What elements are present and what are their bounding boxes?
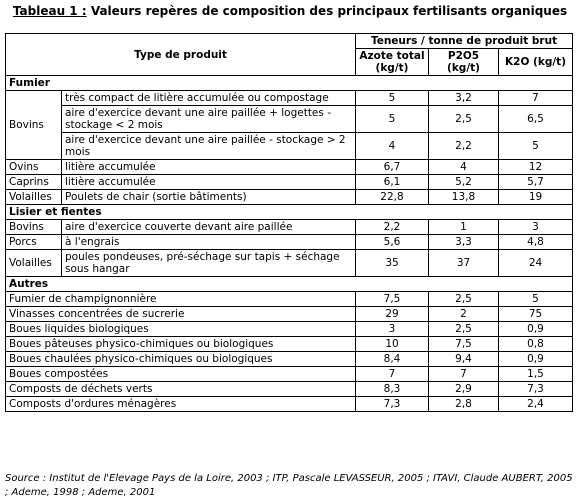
category-cell: Bovins — [6, 220, 62, 235]
k2o-cell: 4,8 — [499, 235, 573, 250]
table-title-label: Tableau 1 : — [12, 4, 87, 18]
product-cell: Poulets de chair (sortie bâtiments) — [62, 190, 356, 205]
table-row — [6, 292, 573, 307]
k2o-cell: 1,5 — [499, 367, 573, 382]
section-row-fumier — [6, 76, 573, 91]
k2o-cell: 19 — [499, 190, 573, 205]
header-azote-unit: (kg/t) — [375, 62, 409, 74]
p2o5-cell: 2,2 — [429, 133, 499, 160]
table-row — [6, 235, 573, 250]
category-cell: Bovins — [6, 91, 62, 160]
p2o5-cell: 2,5 — [429, 106, 499, 133]
p2o5-cell: 4 — [429, 160, 499, 175]
k2o-cell: 5,7 — [499, 175, 573, 190]
header-p2o5 — [429, 49, 499, 76]
product-cell: aire d'exercice devant une aire paillée + logettes - stockage < 2 mois — [62, 106, 356, 133]
header-row-1 — [6, 34, 573, 49]
azote-cell: 6,1 — [356, 175, 429, 190]
p2o5-cell: 7 — [429, 367, 499, 382]
k2o-cell: 6,5 — [499, 106, 573, 133]
p2o5-cell: 13,8 — [429, 190, 499, 205]
table-row — [6, 250, 573, 277]
table-row — [6, 352, 573, 367]
product-cell: Composts de déchets verts — [6, 382, 356, 397]
category-cell: Volailles — [6, 250, 62, 277]
azote-cell: 22,8 — [356, 190, 429, 205]
p2o5-cell: 2 — [429, 307, 499, 322]
table-row — [6, 190, 573, 205]
table-row — [6, 307, 573, 322]
section-name: Fumier — [6, 76, 573, 91]
product-cell: Boues compostées — [6, 367, 356, 382]
fertilizer-table — [5, 33, 573, 412]
p2o5-cell: 5,2 — [429, 175, 499, 190]
azote-cell: 7 — [356, 367, 429, 382]
table-row — [6, 322, 573, 337]
header-p2o5-unit: (kg/t) — [447, 62, 480, 74]
product-cell: Composts d'ordures ménagères — [6, 397, 356, 412]
category-cell: Ovins — [6, 160, 62, 175]
section-name: Lisier et fientes — [6, 205, 573, 220]
azote-cell: 4 — [356, 133, 429, 160]
section-row-lisier — [6, 205, 573, 220]
source-note: Source : Institut de l'Elevage Pays de la Loire, 2003 ; ITP, Pascale LEVASSEUR, 2005 ; ITAVI, Claude AUBERT, 2005 ; Ademe, 1998 ; Ademe, 2001 — [5, 473, 573, 498]
azote-cell: 7,3 — [356, 397, 429, 412]
table-row — [6, 106, 573, 133]
azote-cell: 10 — [356, 337, 429, 352]
azote-cell: 8,4 — [356, 352, 429, 367]
p2o5-cell: 2,9 — [429, 382, 499, 397]
table-row — [6, 220, 573, 235]
k2o-cell: 7 — [499, 91, 573, 106]
p2o5-cell: 1 — [429, 220, 499, 235]
table-title — [5, 4, 575, 18]
p2o5-cell: 3,3 — [429, 235, 499, 250]
table-row — [6, 382, 573, 397]
header-azote-label: Azote total — [359, 50, 425, 62]
k2o-cell: 24 — [499, 250, 573, 277]
product-cell: aire d'exercice couverte devant aire paillée — [62, 220, 356, 235]
azote-cell: 8,3 — [356, 382, 429, 397]
azote-cell: 7,5 — [356, 292, 429, 307]
table-row — [6, 160, 573, 175]
product-cell: litière accumulée — [62, 175, 356, 190]
p2o5-cell: 3,2 — [429, 91, 499, 106]
header-type-de-produit: Type de produit — [6, 34, 356, 76]
table-row — [6, 133, 573, 160]
k2o-cell: 2,4 — [499, 397, 573, 412]
azote-cell: 5,6 — [356, 235, 429, 250]
product-cell: aire d'exercice devant une aire paillée - stockage > 2 mois — [62, 133, 356, 160]
table-row — [6, 397, 573, 412]
azote-cell: 6,7 — [356, 160, 429, 175]
p2o5-cell: 2,5 — [429, 322, 499, 337]
azote-cell: 35 — [356, 250, 429, 277]
azote-cell: 5 — [356, 91, 429, 106]
product-cell: à l'engrais — [62, 235, 356, 250]
header-azote — [356, 49, 429, 76]
category-cell: Volailles — [6, 190, 62, 205]
product-cell: litière accumulée — [62, 160, 356, 175]
k2o-cell: 5 — [499, 292, 573, 307]
table-row — [6, 175, 573, 190]
k2o-cell: 5 — [499, 133, 573, 160]
header-k2o: K2O (kg/t) — [499, 49, 573, 76]
table-row — [6, 337, 573, 352]
p2o5-cell: 37 — [429, 250, 499, 277]
table-row — [6, 91, 573, 106]
table-title-text: Valeurs repères de composition des principaux fertilisants organiques — [90, 4, 568, 18]
product-cell: Fumier de champignonnière — [6, 292, 356, 307]
category-cell: Porcs — [6, 235, 62, 250]
section-name: Autres — [6, 277, 573, 292]
p2o5-cell: 2,5 — [429, 292, 499, 307]
k2o-cell: 12 — [499, 160, 573, 175]
p2o5-cell: 9,4 — [429, 352, 499, 367]
product-cell: Vinasses concentrées de sucrerie — [6, 307, 356, 322]
p2o5-cell: 7,5 — [429, 337, 499, 352]
header-p2o5-label: P2O5 — [447, 50, 480, 62]
category-cell: Caprins — [6, 175, 62, 190]
k2o-cell: 7,3 — [499, 382, 573, 397]
k2o-cell: 0,9 — [499, 352, 573, 367]
product-cell: Boues pâteuses physico-chimiques ou biologiques — [6, 337, 356, 352]
azote-cell: 29 — [356, 307, 429, 322]
product-cell: Boues liquides biologiques — [6, 322, 356, 337]
product-cell: poules pondeuses, pré-séchage sur tapis + séchage sous hangar — [62, 250, 356, 277]
k2o-cell: 75 — [499, 307, 573, 322]
k2o-cell: 0,9 — [499, 322, 573, 337]
azote-cell: 2,2 — [356, 220, 429, 235]
k2o-cell: 3 — [499, 220, 573, 235]
k2o-cell: 0,8 — [499, 337, 573, 352]
product-cell: Boues chaulées physico-chimiques ou biologiques — [6, 352, 356, 367]
azote-cell: 3 — [356, 322, 429, 337]
azote-cell: 5 — [356, 106, 429, 133]
section-row-autres — [6, 277, 573, 292]
table-row — [6, 367, 573, 382]
product-cell: très compact de litière accumulée ou compostage — [62, 91, 356, 106]
p2o5-cell: 2,8 — [429, 397, 499, 412]
header-teneurs: Teneurs / tonne de produit brut — [356, 34, 573, 49]
